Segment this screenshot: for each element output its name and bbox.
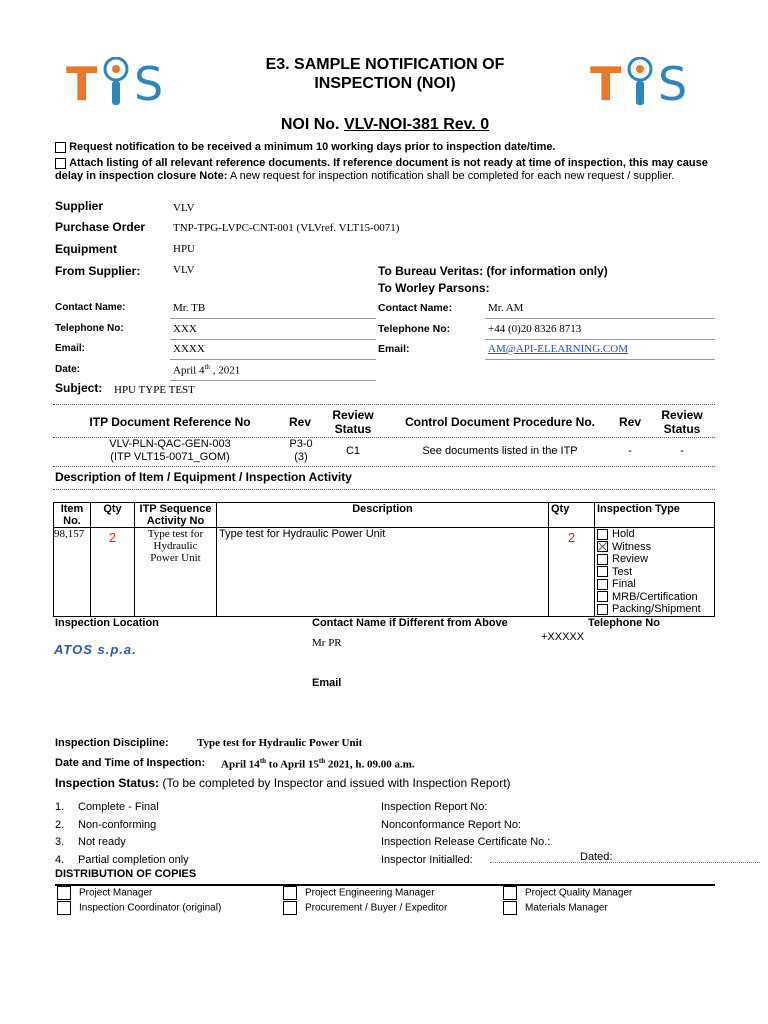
item-no-cell: 98,157 bbox=[54, 528, 91, 617]
inspection-type-witness: Witness bbox=[597, 541, 712, 554]
to-worley-parsons: To Worley Parsons: bbox=[378, 281, 490, 295]
itp-sequence-cell: Type test for Hydraulic Power Unit bbox=[135, 528, 217, 617]
status-item: 1. Complete - Final bbox=[55, 801, 159, 813]
noi-number: NOI No. VLV-NOI-381 Rev. 0 bbox=[280, 116, 490, 133]
right-email-link[interactable]: AM@API-ELEARNING.COM bbox=[488, 343, 628, 355]
inspection-type-hold: Hold bbox=[597, 528, 712, 541]
release-certificate-no-label: Inspection Release Certificate No.: bbox=[381, 836, 551, 848]
dist-inspection-coordinator: Inspection Coordinator (original) bbox=[57, 901, 221, 915]
final-checkbox[interactable] bbox=[597, 579, 608, 590]
description-heading: Description of Item / Equipment / Inspection Activity bbox=[55, 470, 352, 484]
dist-project-quality-manager: Project Quality Manager bbox=[503, 886, 632, 900]
email-label: Email: bbox=[55, 343, 86, 354]
subject-label: Subject: bbox=[55, 381, 103, 395]
dist-checkbox[interactable] bbox=[503, 901, 517, 915]
itp-header-rev2: Rev bbox=[618, 415, 641, 429]
purchase-order-value: TNP-TPG-LVPC-CNT-001 (VLVref. VLT15-0071) bbox=[173, 222, 400, 234]
status-item: 2. Non-conforming bbox=[55, 818, 157, 831]
equipment-value: HPU bbox=[173, 243, 196, 255]
inspection-type-packing: Packing/Shipment bbox=[597, 603, 712, 616]
inspection-type-cell bbox=[595, 528, 715, 617]
items-table bbox=[53, 502, 715, 617]
alt-contact-value: Mr PR bbox=[312, 637, 342, 649]
telephone-label: Telephone No: bbox=[55, 323, 124, 334]
status-item: 3. Not ready bbox=[55, 836, 126, 848]
inspection-datetime-value: April 14th to April 15th 2021, h. 09.00 a.m. bbox=[221, 757, 415, 771]
distribution-heading: DISTRIBUTION OF COPIES bbox=[55, 868, 197, 880]
notice-checkbox-2[interactable] bbox=[55, 158, 66, 169]
qty2-cell: 2 bbox=[549, 528, 595, 617]
right-contact-name-value: Mr. AM bbox=[488, 302, 524, 314]
status-right-list bbox=[381, 799, 550, 869]
qty-cell: 2 bbox=[91, 528, 135, 617]
notice-line-2: Attach listing of all relevant reference documents. If reference document is not ready at time of inspection, this may cause delay in inspection closure Note: A new request for inspection notification shall be completed for each new request / supplier. bbox=[55, 157, 708, 182]
itp-status: C1 bbox=[345, 445, 361, 457]
mrb-checkbox[interactable] bbox=[597, 591, 608, 602]
item-no-header: Item No. bbox=[54, 503, 91, 528]
itp-header-review-status-2: Review Status bbox=[661, 408, 703, 436]
company-logo-right: T S bbox=[590, 57, 688, 111]
contact-name-value: Mr. TB bbox=[173, 302, 206, 314]
itp-header-review-status: Review Status bbox=[332, 408, 374, 436]
telephone-value: XXX bbox=[173, 323, 197, 335]
nonconformance-report-no-label: Nonconformance Report No: bbox=[381, 818, 522, 831]
dated-label: Dated: bbox=[580, 851, 613, 863]
notice-line-1: Request notification to be received a minimum 10 working days prior to inspection date/time. bbox=[55, 141, 556, 153]
alt-contact-label: Contact Name if Different from Above bbox=[312, 617, 508, 629]
subject-value: HPU TYPE TEST bbox=[114, 384, 195, 396]
dist-project-engineering-manager: Project Engineering Manager bbox=[283, 886, 435, 900]
inspection-location-label: Inspection Location bbox=[55, 617, 159, 629]
status-item: 4. Partial completion only bbox=[55, 853, 189, 866]
dist-checkbox[interactable] bbox=[283, 901, 297, 915]
itp-control-doc: See documents listed in the ITP bbox=[422, 445, 578, 457]
notice-checkbox-1[interactable] bbox=[55, 142, 66, 153]
right-telephone-value: +44 (0)20 8326 8713 bbox=[488, 323, 582, 335]
from-supplier-value: VLV bbox=[173, 264, 195, 276]
qty-header: Qty bbox=[91, 503, 135, 528]
itp-doc-ref: VLV-PLN-QAC-GEN-003 (ITP VLT15-0071_GOM) bbox=[109, 438, 231, 463]
itp-header-rev: Rev bbox=[288, 415, 311, 429]
status-list bbox=[55, 799, 189, 869]
logo-emblem-icon bbox=[624, 57, 656, 107]
discipline-label: Inspection Discipline: bbox=[55, 737, 169, 749]
from-supplier-label: From Supplier: bbox=[55, 264, 141, 278]
inspection-type-mrb: MRB/Certification bbox=[597, 591, 712, 604]
inspection-type-header: Inspection Type bbox=[595, 503, 715, 528]
description-header: Description bbox=[217, 503, 549, 528]
dist-materials-manager: Materials Manager bbox=[503, 901, 608, 915]
supplier-value: VLV bbox=[173, 202, 195, 214]
email-value: XXXX bbox=[173, 343, 205, 355]
contact-name-label: Contact Name: bbox=[55, 302, 126, 313]
inspector-initialled-label: Inspector Initialled: bbox=[381, 853, 473, 866]
dist-checkbox[interactable] bbox=[283, 886, 297, 900]
inspection-type-test: Test bbox=[597, 566, 712, 579]
dist-procurement: Procurement / Buyer / Expeditor bbox=[283, 901, 447, 915]
test-checkbox[interactable] bbox=[597, 566, 608, 577]
hold-checkbox[interactable] bbox=[597, 529, 608, 540]
itp-header-control: Control Document Procedure No. bbox=[404, 415, 595, 429]
right-contact-name-label: Contact Name: bbox=[378, 302, 453, 314]
review-checkbox[interactable] bbox=[597, 554, 608, 565]
packing-checkbox[interactable] bbox=[597, 604, 608, 615]
inspection-type-final: Final bbox=[597, 578, 712, 591]
description-cell: Type test for Hydraulic Power Unit bbox=[217, 528, 549, 617]
inspection-location-value: ATOS s.p.a. bbox=[54, 642, 137, 657]
company-logo-left: T S bbox=[66, 57, 164, 111]
inspection-datetime-label: Date and Time of Inspection: bbox=[55, 757, 206, 769]
inspection-status: Inspection Status: (To be completed by Inspector and issued with Inspection Report) bbox=[55, 776, 511, 790]
purchase-order-label: Purchase Order bbox=[55, 220, 146, 234]
itp-rev-b: - bbox=[628, 445, 632, 457]
supplier-label: Supplier bbox=[55, 199, 104, 213]
discipline-value: Type test for Hydraulic Power Unit bbox=[197, 737, 363, 749]
equipment-label: Equipment bbox=[55, 242, 117, 256]
itp-header-doc-ref: ITP Document Reference No bbox=[89, 415, 251, 429]
itp-status-b: - bbox=[680, 445, 684, 457]
location-telephone-value: +XXXXX bbox=[541, 631, 585, 643]
dist-checkbox[interactable] bbox=[57, 901, 71, 915]
location-email-label: Email bbox=[312, 677, 342, 689]
dist-checkbox[interactable] bbox=[503, 886, 517, 900]
to-bureau-veritas: To Bureau Veritas: (for information only) bbox=[378, 264, 608, 278]
location-telephone-label: Telephone No bbox=[588, 617, 660, 629]
witness-checkbox[interactable] bbox=[597, 541, 608, 552]
inspection-report-no-label: Inspection Report No: bbox=[381, 801, 488, 813]
qty2-header: Qty bbox=[549, 503, 595, 528]
right-email-label: Email: bbox=[378, 343, 410, 355]
inspection-type-review: Review bbox=[597, 553, 712, 566]
itp-rev: P3-0 (3) bbox=[289, 438, 313, 463]
itp-sequence-header: ITP Sequence Activity No bbox=[135, 503, 217, 528]
date-value: April 4th , 2021 bbox=[173, 363, 241, 377]
dist-checkbox[interactable] bbox=[57, 886, 71, 900]
dist-project-manager: Project Manager bbox=[57, 886, 152, 900]
right-telephone-label: Telephone No: bbox=[378, 323, 451, 335]
logo-emblem-icon bbox=[100, 57, 132, 107]
page-title: E3. SAMPLE NOTIFICATION OF INSPECTION (NOI) bbox=[265, 56, 505, 92]
date-label: Date: bbox=[55, 364, 81, 375]
